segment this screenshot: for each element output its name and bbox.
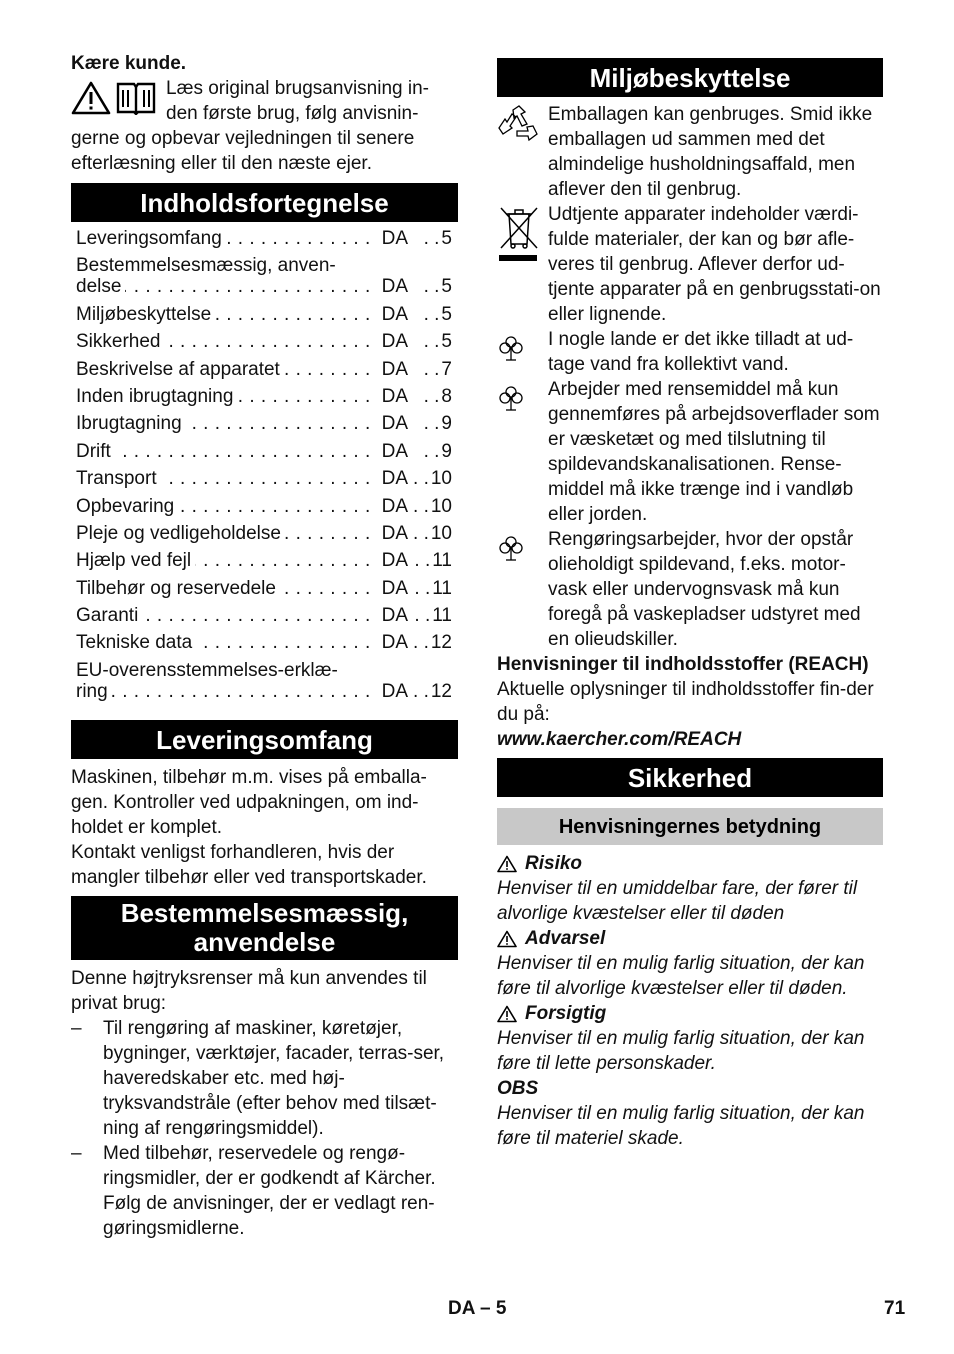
safety-level-label: Forsigtig — [525, 1003, 607, 1024]
intended-use-list — [71, 1016, 458, 1241]
environment-icon — [497, 385, 525, 411]
toc-entry-page: . . 9 — [408, 413, 452, 434]
toc-entry-page: . . 11 — [408, 605, 452, 626]
toc-entry-page: . . 5 — [408, 276, 452, 297]
toc-entry-title — [76, 441, 370, 462]
toc-entry-title-text: Miljøbeskyttelse — [76, 304, 215, 325]
toc-entry-title — [76, 304, 370, 325]
toc-entry[interactable] — [76, 523, 452, 544]
safety-level-label: Risiko — [525, 853, 583, 874]
intro-text-line4: efterlæsning eller til den næste ejer. — [71, 153, 372, 174]
toc-entry-lang: DA — [381, 385, 408, 407]
toc-entry-title-text: Beskrivelse af apparatet — [76, 359, 284, 380]
toc-entry-title-line1: Bestemmelsesmæssig, anven- — [76, 255, 336, 277]
environment-item-text: I nogle lande er det ikke tilladt at ud-tage vand fra kollektivt vand. — [548, 329, 854, 375]
toc-entry-title — [76, 523, 370, 544]
toc-entry[interactable] — [76, 331, 452, 352]
toc-entry-title-text: Tilbehør og reservedele — [76, 578, 280, 599]
list-item-text: Til rengøring af maskiner, køretøjer, bygninger, værktøjer, facader, terras-ser, haveredskaber etc. med høj-tryksvandstråle (efter behov med tilsæt-ning af rengøringsmiddel). — [103, 1018, 445, 1140]
toc-entry-title-text: Tekniske data — [76, 632, 196, 653]
toc-entry-lang: DA — [381, 303, 408, 325]
safety-level — [497, 1076, 883, 1151]
toc-entry-title — [76, 550, 370, 571]
reach-heading: Henvisninger til indholdsstoffer (REACH) — [497, 654, 869, 675]
toc-entry[interactable] — [76, 386, 452, 407]
toc-entry[interactable] — [76, 550, 452, 571]
safety-level — [497, 851, 883, 926]
environment-item — [497, 377, 883, 527]
toc-entry-title-text: Drift — [76, 441, 115, 462]
safety-level — [497, 926, 883, 1001]
intro-text-line1: Læs original brugsanvisning in- — [166, 78, 429, 99]
toc-entry-page: . . 9 — [408, 441, 452, 462]
environment-item-text: Emballagen kan genbruges. Smid ikke emballagen ud sammen med det almindelige husholdningsaffald, men aflever den til genbrug. — [548, 104, 873, 200]
environment-item-text: Udtjente apparater indeholder værdi-fulde materialer, der kan og bør afle-veres til genbrug. Aflever derfor ud-tjente apparater på en genbrugsstati-on eller lignende. — [548, 204, 881, 325]
environment-item — [497, 527, 883, 652]
warning-triangle-icon — [497, 855, 517, 873]
toc-entry-title — [76, 331, 370, 352]
toc-entry-title-text: Transport — [76, 468, 161, 489]
toc-entry-lang: DA — [381, 550, 408, 572]
intro-text-line2: den første brug, følg anvisnin- — [166, 103, 419, 124]
toc-entry-title-text: Leveringsomfang — [76, 228, 226, 249]
toc-entry-lang: DA — [381, 228, 408, 249]
toc-entry[interactable] — [76, 605, 452, 626]
toc-entry-page: . . 10 — [408, 496, 452, 517]
reach-url-link[interactable]: www.kaercher.com/REACH — [497, 729, 742, 750]
toc-entry-lang: DA — [381, 605, 408, 627]
safety-level-text: Henviser til en mulig farlig situation, der kan føre til lette personskader. — [497, 1028, 865, 1074]
toc-entry-title — [76, 578, 370, 599]
toc-entry[interactable] — [76, 413, 452, 434]
page-number: 71 — [884, 1298, 906, 1319]
toc-entry-title-text: delse — [76, 276, 125, 297]
toc-entry-page: . . 10 — [408, 468, 452, 489]
toc-entry-lang: DA — [381, 577, 408, 599]
safety-level-label: Advarsel — [525, 928, 606, 949]
toc-entry-page: . . 11 — [408, 578, 452, 599]
toc-entry-lang: DA — [381, 413, 408, 435]
toc-entry-title-text: Ibrugtagning — [76, 413, 186, 434]
manual-book-icon — [114, 79, 158, 115]
toc-entry-title-text: Opbevaring — [76, 496, 178, 517]
scope-paragraph-2: Kontakt venligst forhandleren, hvis der mangler tilbehør eller ved transportskader. — [71, 842, 427, 889]
toc-entry-page: . . 5 — [408, 228, 452, 249]
recycle-icon — [497, 104, 541, 144]
toc-entry-title-text: Garanti — [76, 605, 142, 626]
toc-entry[interactable] — [76, 359, 452, 380]
toc-entry[interactable] — [76, 228, 452, 249]
toc-entry[interactable] — [76, 441, 452, 462]
safety-level-label: OBS — [497, 1078, 539, 1099]
environment-item — [497, 327, 883, 377]
toc-entry[interactable] — [76, 578, 452, 599]
intended-use-heading-line1: Bestemmelsesmæssig, — [120, 898, 409, 929]
toc-entry-lang: DA — [381, 358, 408, 380]
environment-icon — [497, 535, 525, 561]
toc-entry[interactable] — [76, 496, 452, 517]
toc-entry-title-text: Hjælp ved fejl — [76, 550, 195, 571]
section-page-number: DA – 5 — [448, 1298, 507, 1319]
left-column — [71, 52, 458, 1241]
intended-use-heading-line2: anvendelse — [193, 927, 336, 958]
environment-heading: Miljøbeskyttelse — [497, 58, 883, 97]
toc-entry-title — [76, 359, 370, 380]
toc-entry[interactable] — [76, 304, 452, 325]
environment-item-text: Rengøringsarbejder, hvor der opstår olieholdigt spildevand, f.eks. motor-vask eller undervognsvask må kun foregå på vaskepladser udstyret med en olieudskiller. — [548, 529, 861, 650]
toc-entry-page: . . 8 — [408, 386, 452, 407]
toc-entry-title-text: ring — [76, 681, 112, 702]
environment-item — [497, 202, 883, 327]
toc-entry-lang: DA — [381, 468, 408, 490]
safety-level-text: Henviser til en mulig farlig situation, der kan føre til materiel skade. — [497, 1103, 865, 1149]
toc-entry-lang: DA — [381, 680, 408, 702]
toc-heading: Indholdsfortegnelse — [71, 183, 458, 222]
toc-entry-lang: DA — [381, 632, 408, 654]
scope-paragraph-1: Maskinen, tilbehør m.m. vises på emballa-gen. Kontroller ved udpakningen, om ind-holdet er komplet. — [71, 767, 427, 839]
toc-entry-page: . . 7 — [408, 359, 452, 380]
safety-subheading: Henvisningernes betydning — [497, 808, 883, 845]
toc-entry-page: . . 10 — [408, 523, 452, 544]
intro-icons — [71, 79, 158, 115]
list-dash: – — [71, 1143, 82, 1165]
toc-entry[interactable] — [76, 681, 452, 702]
reach-text: Aktuelle oplysninger til indholdsstoffer fin-der du på: — [497, 679, 874, 725]
safety-heading: Sikkerhed — [497, 758, 883, 797]
toc-entry-lang: DA — [381, 522, 408, 544]
toc-entry[interactable] — [76, 276, 452, 297]
list-dash: – — [71, 1018, 82, 1040]
toc-entry-page: . . 11 — [408, 550, 452, 571]
environment-icon — [497, 335, 525, 361]
list-item-text: Med tilbehør, reservedele og rengø-ringsmidler, der er godkendt af Kärcher. Følg de anvisninger, der er vedlagt ren-gøringsmidlerne. — [103, 1143, 436, 1240]
right-column — [497, 58, 883, 1151]
toc-entry-page: . . 12 — [408, 632, 452, 653]
toc-entry-title-text: Pleje og vedligeholdelse — [76, 523, 285, 544]
intro-block — [71, 76, 458, 126]
intended-use-heading — [71, 896, 458, 960]
environment-item-text: Arbejder med rensemiddel må kun gennemføres på arbejdsoverflader som er væsketæt og med tilslutning til spildevandskanalisationen. Rense-middel må ikke trænge ind i vandløb eller jorden. — [548, 379, 880, 525]
warning-triangle-icon — [497, 1005, 517, 1023]
toc-entry-page: . . 12 — [408, 681, 452, 702]
safety-level-text: Henviser til en mulig farlig situation, der kan føre til alvorlige kvæstelser eller til døden. — [497, 953, 865, 999]
toc-entry-title-line1: EU-overensstemmelses-erklæ- — [76, 659, 338, 681]
toc-entry-title — [76, 468, 370, 489]
greeting: Kære kunde. — [71, 53, 187, 74]
toc-entry-title — [76, 496, 370, 517]
toc-entry[interactable] — [76, 632, 452, 653]
toc-entry-title — [76, 681, 370, 702]
toc-entry-lang: DA — [381, 331, 408, 353]
toc-entry-title-text: Inden ibrugtagning — [76, 386, 237, 407]
toc-entry-title — [76, 386, 370, 407]
toc-entry-lang: DA — [381, 440, 408, 462]
warning-triangle-icon — [71, 81, 111, 115]
toc-entry-title — [76, 413, 370, 434]
toc-entry[interactable] — [76, 468, 452, 489]
crossed-bin-icon — [497, 204, 541, 268]
scope-heading: Leveringsomfang — [71, 720, 458, 759]
toc-entry-lang: DA — [381, 495, 408, 517]
list-item — [71, 1016, 458, 1141]
toc-entry-page: . . 5 — [408, 304, 452, 325]
table-of-contents — [71, 222, 458, 712]
toc-entry-title — [76, 228, 370, 249]
warning-triangle-icon — [497, 930, 517, 948]
toc-entry-title — [76, 276, 370, 297]
intro-text-line3: gerne og opbevar vejledningen til senere — [71, 128, 415, 149]
safety-level — [497, 1001, 883, 1076]
toc-entry-title-text: Sikkerhed — [76, 331, 165, 352]
toc-entry-title — [76, 632, 370, 653]
toc-entry-page: . . 5 — [408, 331, 452, 352]
intended-use-paragraph: Denne højtryksrenser må kun anvendes til privat brug: — [71, 968, 427, 1015]
list-item — [71, 1141, 458, 1241]
environment-item — [497, 102, 883, 202]
toc-entry-title — [76, 605, 370, 626]
safety-level-text: Henviser til en umiddelbar fare, der fører til alvorlige kvæstelser eller til døden — [497, 878, 858, 924]
toc-entry-lang: DA — [381, 276, 408, 298]
